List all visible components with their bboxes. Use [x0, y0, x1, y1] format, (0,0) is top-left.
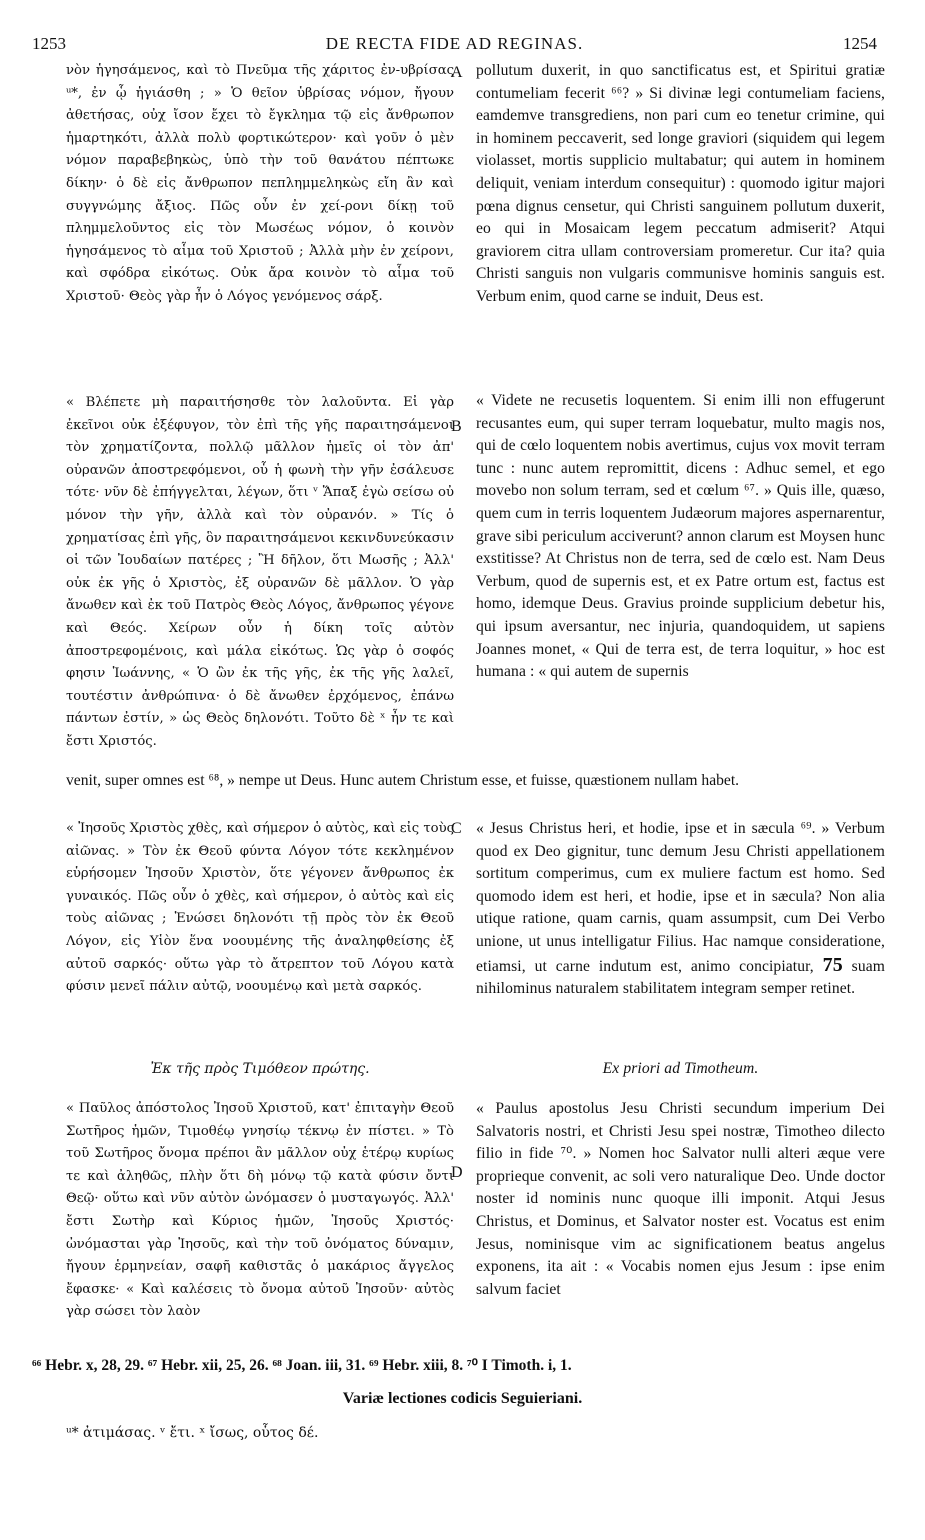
- margin-letter-d: D: [451, 1164, 463, 1181]
- latin-fullwidth-line: venit, super omnes est ⁶⁸, » nempe ut Deus. Hunc autem Christum esse, et fuisse, quæstionem nullam habet.: [66, 772, 740, 789]
- latin-paragraph-3-text: « Jesus Christus heri, et hodie, ipse et in sæcula ⁶⁹. » Verbum quod ex Deo gignitur, tunc demum Jesu Christi appellationem sortitum comperimus, cum ex muliere factum est homo. Sed quomodo idem est heri, et hodie, ipse et in sæcula? Non alia utique ratione, quam carnis, quam assumpsit, cum Dei Verbo unione, ut unus intelligatur Filius. Hac namque consideratione, etiamsi, ut carne indutum est, animo concipiatur,: [476, 820, 885, 975]
- latin-paragraph-1: pollutum duxerit, in quo sanctificatus est, et Spiritui gratiæ contumeliam fecerit ⁶⁶? » Si divinæ legi contumeliam faciens, eamdemve transgrediens, non pari cum eo tenetur crimine, qui in hominem peccaverit, sed longe graviori (siquidem qui legem violasset, mortis supplicio multabatur; qui autem in hominem deliquit, veniam interdum consequitur) : quomodo igitur majori pœna dignus censetur, qui Christi sanguinem pollutum duxerit, eo qui in Mosaicam legem peccatum admiserit? Atqui graviorem citra ullam controversiam promeretur. Cur ita? quia Christi sanguis non vulgaris communisve hominis sanguis est. Verbum enim, quod carne se induit, Deus est.: [476, 62, 885, 305]
- page-number-right: 1254: [843, 34, 877, 53]
- greek-section-heading: Ἐκ τῆς πρὸς Τιμόθεον πρώτης.: [150, 1061, 370, 1077]
- variae-lectiones-title: Variæ lectiones codicis Seguieriani.: [342, 1390, 583, 1407]
- greek-paragraph-3: « Ἰησοῦς Χριστὸς χθὲς, καὶ σήμερον ὁ αὐτὸς, καὶ εἰς τοὺς αἰῶνας. » Τὸν ἐκ Θεοῦ φύντα Λόγον τότε κεκλημένον εὑρήσομεν Ἰησοῦν Χριστὸν, ὅτε γέγονεν ἄνθρωπος ἐκ γυναικός. Πῶς οὖν ὁ χθὲς, καὶ σήμερον, ὁ αὐτὸς καὶ εἰς τοὺς αἰῶνας ; Ἑνώσει δηλονότι τῇ πρὸς τὸν ἐκ Θεοῦ Λόγον, εἰς Υἱὸν ἕνα νοουμένης τῆς ἀναληφθείσης ἐξ αὐτοῦ σαρκός· οὕτω γὰρ τὸ ἄτρεπτον τοῦ Λόγου κατὰ φύσιν μενεῖ πάλιν αὐτῷ, νοουμένῳ καὶ μετὰ σαρκός.: [66, 821, 454, 995]
- variae-lectiones-notes: ᵘ* ἀτιμάσας. ᵛ ἔτι. ˣ ἴσως, οὗτος δέ.: [66, 1425, 319, 1441]
- footnotes: ⁶⁶ Hebr. x, 28, 29. ⁶⁷ Hebr. xii, 25, 26. ⁶⁸ Joan. iii, 31. ⁶⁹ Hebr. xiii, 8. ⁷⁰ I Timoth. i, 1.: [32, 1357, 572, 1374]
- latin-paragraph-4: « Paulus apostolus Jesu Christi secundum imperium Dei Salvatoris nostri, et Christi Jesu spei nostræ, Timotheo dilecto filio in fide ⁷⁰. » Nomen hoc Salvator nulli alteri æque vere proprieque convenit, ac soli vero naturalique Deo. Unde doctor noster id nominis nunc quoque illi imponit. Atqui Jesus Christus, et Dominus, et Salvator noster est. Vocatus est enim Jesus, nominisque vim ac significationem beatus angelus exponens, ita ait : « Vocabis nomen ejus Jesum : ipse enim salvum faciet: [476, 1100, 885, 1298]
- greek-paragraph-4: « Παῦλος ἀπόστολος Ἰησοῦ Χριστοῦ, κατ' ἐπιταγὴν Θεοῦ Σωτῆρος ἡμῶν, Τιμοθέῳ γνησίῳ τέκνῳ ἐν πίστει. » Τὸ τοῦ Σωτῆρος ὄνομα πρέποι ἂν μᾶλλον οὐχ ἑτέρῳ κυρίως τε καὶ ἀληθῶς, πλὴν ὅτι δὴ μόνῳ τῷ κατὰ φύσιν ὄντι Θεῷ· οὕτω καὶ νῦν αὐτὸν ὠνόμασεν ὁ μυσταγωγός. Ἀλλ' ἔστι Σωτὴρ καὶ Κύριος ἡμῶν, Ἰησοῦς Χριστός· ὠνόμασται γὰρ Ἰησοῦς, καὶ τὴν τοῦ ὀνόματος δύναμιν, ἤγουν ἑρμηνείαν, σαφῆ καθιστᾶς ὁ μακάριος ἄγγελος ἔφασκε· « Καὶ καλέσεις τὸ ὄνομα αὐτοῦ Ἰησοῦν· αὐτὸς γὰρ σώσει τὸν λαὸν: [66, 1101, 454, 1320]
- running-title: DE RECTA FIDE AD REGINAS.: [325, 34, 584, 53]
- greek-paragraph-2: « Βλέπετε μὴ παραιτήσησθε τὸν λαλοῦντα. Εἰ γὰρ ἐκεῖνοι οὐκ ἐξέφυγον, τὸν ἐπὶ τῆς γῆς παραιτησάμενοι τὸν χρηματίζοντα, πολλῷ μᾶλλον ἡμεῖς οἱ τὸν ἀπ' οὐρανῶν ἀποστρεφόμενοι, οὗ ἡ φωνὴ τὴν γῆν ἐσάλευσε τότε· νῦν δὲ ἐπήγγελται, λέγων, ὅτι ᵛ Ἅπαξ ἐγὼ σείσω οὐ μόνον τὴν γῆν, ἀλλὰ καὶ τὸν οὐρανόν. » Τίς ὁ χρηματίσας ἐπὶ γῆς, ὃν παραιτησάμενοι κεκινδυνεύκασιν οἱ τῶν Ἰουδαίων πατέρες ; Ἢ δῆλον, ὅτι Μωσῆς ; Ἀλλ' οὐκ ἐκ γῆς ὁ Χριστὸς, ἐξ οὐρανῶν δὲ μᾶλλον. Ὁ γὰρ ἄνωθεν καὶ ἐκ τοῦ Πατρὸς Θεὸς Λόγος, ἄνθρωπος γέγονε καὶ Θεός. Χείρων οὖν ἡ δίκη τοῖς αὐτὸν ἀποστρεφομένοις, καὶ μάλα εἰκότως. Ὡς γὰρ ὁ σοφός φησιν Ἰωάννης, « Ὁ ὢν ἐκ τῆς γῆς, ἐκ τῆς γῆς λαλεῖ, τουτέστιν ἀνθρώπινα· ὁ δὲ ἄνωθεν ἐρχόμενος, ἐπάνω πάντων ἐστίν, » ὡς Θεὸς δηλονότι. Τοῦτο δὲ ˣ ἦν τε καὶ ἔστι Χριστός.: [66, 395, 454, 749]
- margin-letter-b: B: [451, 418, 462, 435]
- latin-paragraph-3: [476, 818, 885, 1001]
- original-page-number: 75: [822, 953, 843, 976]
- latin-paragraph-2: « Videte ne recusetis loquentem. Si enim illi non effugerunt recusantes eum, qui super terram loquebatur, multo magis nos, qui de cœlo loquentem nobis avertimus, cujus vox movit terram tunc : nunc autem repromittit, dicens : Adhuc semel, et ego movebo non solum terram, sed et cœlum ⁶⁷. » Quis ille, quæso, quem cum in terris loquentem Judæorum majores aspernarentur, grave sibi periculum acciverunt? annon clarum est Moysen hunc exstitisse? At Christus non de terra, sed de cœlo est. Nam Deus Verbum, quod de supernis est, et ex Patre ortum est, factus est homo, idemque Deus. Gravius proinde supplicium debetur his, qui ipsum aversantur, nec injuria, quandoquidem, ut sapiens Joannes monet, « Qui de terra est, de terra loquitur, » hoc est humana : « qui autem de supernis: [476, 392, 885, 681]
- latin-paragraph-3-end: suam nihilominus naturalem stabilitatem integram semper retinet.: [476, 957, 885, 998]
- latin-section-heading: Ex priori ad Timotheum.: [602, 1060, 759, 1077]
- page-header: [32, 34, 877, 56]
- margin-letter-c: C: [451, 820, 462, 837]
- greek-paragraph-1: νὸν ἡγησάμενος, καὶ τὸ Πνεῦμα τῆς χάριτος ἐν-υβρίσας ᵘ*, ἐν ᾧ ἡγιάσθη ; » Ὁ θεῖον ὑβρίσας νόμον, ἤγουν ἀθετήσας, οὐχ ἴσον ἔχει τὸ ἔγκλημα τῷ εἰς ἄνθρωπον ἡμαρτηκότι, ἀλλὰ πολὺ φορτικώτερον· καὶ γοῦν ὁ μὲν νόμον παραβεβηκὼς, ὑπὸ τὴν τοῦ θανάτου πέπτωκε δίκην· ὁ δὲ εἰς ἄνθρωπον πεπλημμεληκὼς εἴη ἂν καὶ συγγνώμης ἄξιος. Πῶς οὖν ἐν χεί-ρονι δίκῃ τοῦ πλημμελοῦντος εἰς τὸν Μωσέως νόμον, ὁ κοινὸν ἡγησάμενος τὸ αἷμα τοῦ Χριστοῦ ; Ἀλλὰ μὴν ἐν χείρονι, καὶ σφόδρα εἰκότως. Οὐκ ἄρα κοινὸν τὸ αἷμα τοῦ Χριστοῦ· Θεὸς γὰρ ἦν ὁ Λόγος γενόμενος σάρξ.: [66, 63, 454, 304]
- margin-letter-a: A: [451, 64, 463, 81]
- page-number-left: 1253: [32, 34, 66, 53]
